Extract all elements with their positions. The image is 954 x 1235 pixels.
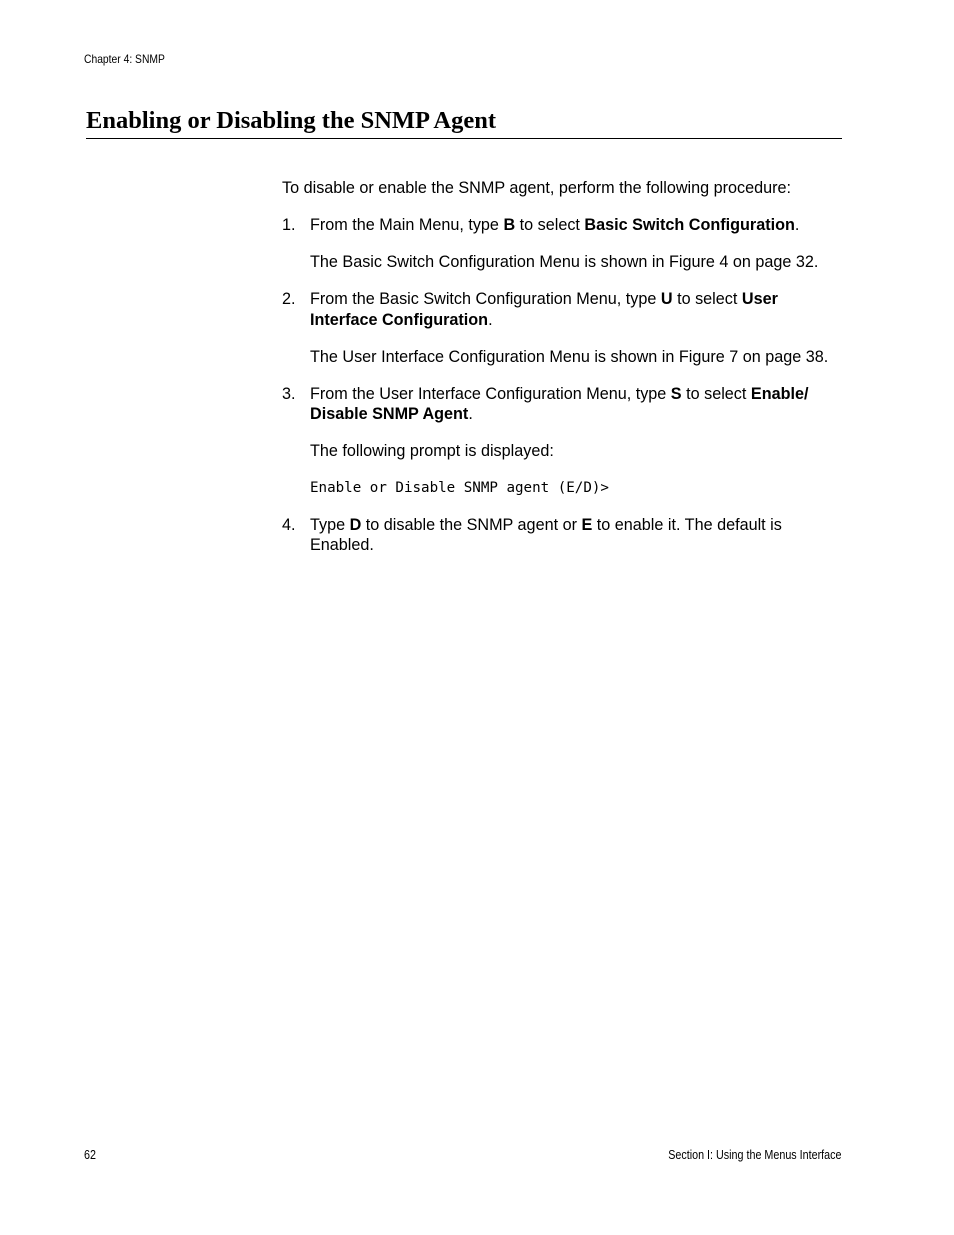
menu-option-label: User Interface Configuration (310, 290, 778, 329)
procedure-step-1 (282, 215, 842, 273)
step-number: 4. (282, 515, 296, 534)
step-number: 1. (282, 216, 296, 234)
instruction-text: . (488, 310, 493, 329)
instruction-text: . (794, 216, 800, 234)
section-title: Enabling or Disabling the SNMP Agent (86, 106, 842, 139)
instruction-text: to disable the SNMP agent or (361, 515, 582, 534)
step-note: The Basic Switch Configuration Menu is shown in Figure 4 on page 32. (310, 253, 819, 271)
menu-key: B (503, 216, 516, 234)
menu-key: E (581, 515, 593, 534)
instruction-text: From the Main Menu, type (310, 216, 504, 234)
step-number: 3. (282, 384, 296, 403)
page-number: 62 (84, 1148, 96, 1162)
intro-paragraph: To disable or enable the SNMP agent, perform the following procedure: (282, 179, 792, 197)
step-instruction (310, 384, 842, 425)
menu-key: U (660, 290, 673, 308)
step-instruction (310, 289, 842, 330)
instruction-text: to select (515, 216, 585, 234)
step-number: 2. (282, 290, 296, 308)
procedure-content (282, 178, 842, 572)
menu-option-label: Basic Switch Configuration (584, 216, 795, 234)
menu-key: D (349, 515, 362, 534)
step-body (310, 215, 842, 273)
running-head: Chapter 4: SNMP (84, 52, 165, 66)
step-instruction (310, 515, 842, 556)
instruction-text: From the User Interface Configuration Menu, type (310, 384, 671, 403)
step-body (310, 384, 842, 499)
footer-section-title: Section I: Using the Menus Interface (667, 1148, 841, 1162)
instruction-text: From the Basic Switch Configuration Menu, type (310, 290, 661, 308)
step-note: The following prompt is displayed: (310, 442, 554, 460)
step-note: The User Interface Configuration Menu is shown in Figure 7 on page 38. (310, 347, 829, 366)
instruction-text: Type (310, 515, 350, 534)
procedure-step-4 (282, 515, 842, 556)
instruction-text: . (468, 405, 473, 423)
instruction-text: to select (672, 290, 742, 308)
step-instruction (310, 215, 842, 236)
procedure-step-3 (282, 384, 842, 499)
menu-key: S (670, 384, 682, 403)
instruction-text: to enable it. The default is Enabled. (310, 515, 782, 554)
instruction-text: to select (681, 384, 751, 403)
procedure-step-2 (282, 289, 842, 367)
step-body (310, 515, 842, 556)
cli-prompt: Enable or Disable SNMP agent (E/D)> (310, 480, 609, 496)
menu-option-label: Enable/ Disable SNMP Agent (310, 384, 809, 423)
step-body (310, 289, 842, 367)
